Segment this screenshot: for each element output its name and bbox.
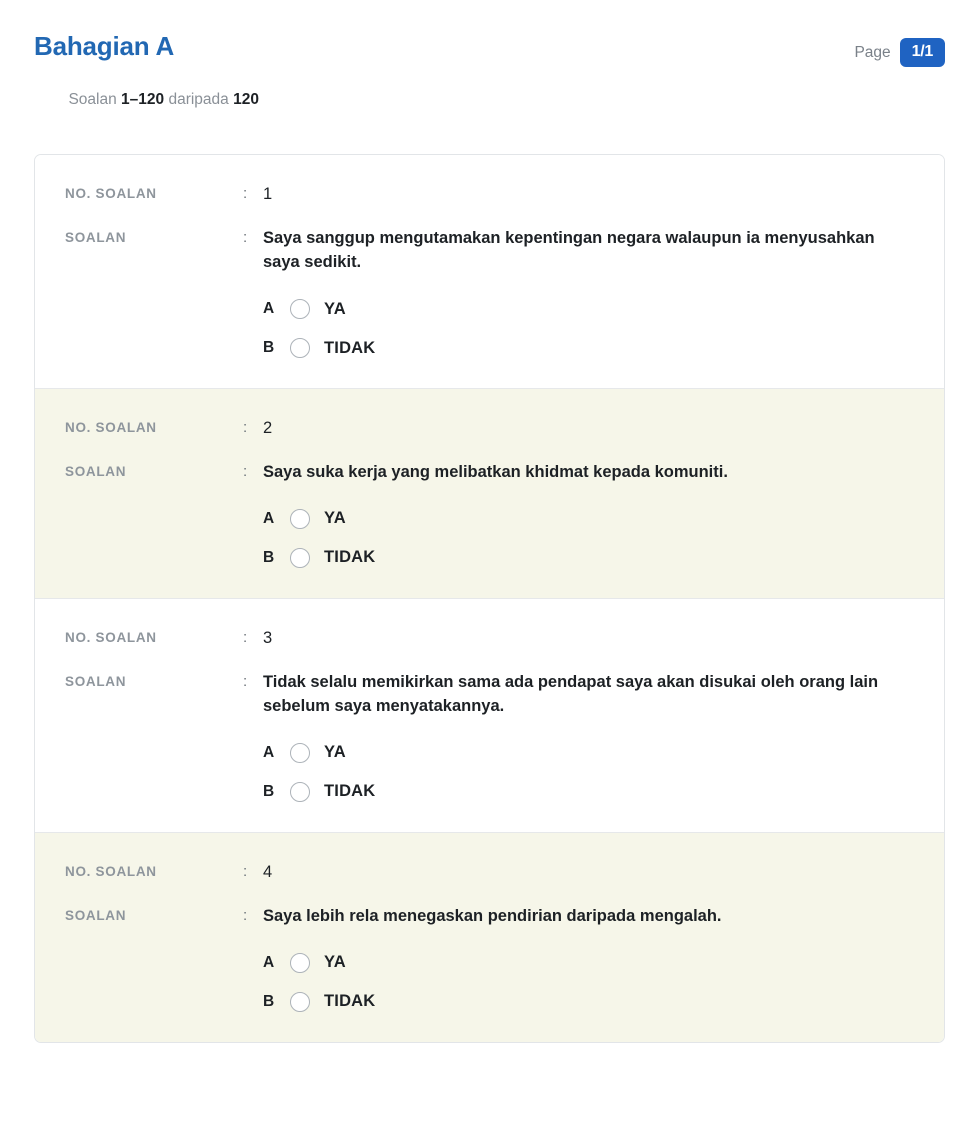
question-text-value: Saya sanggup mengutamakan kepentingan negara walaupun ia menyusahkan saya sedikit. (263, 229, 875, 272)
answer-option-key: A (263, 953, 275, 971)
answer-option-label[interactable]: YA (324, 299, 346, 318)
radio-icon[interactable] (290, 548, 310, 568)
radio-icon[interactable] (290, 782, 310, 802)
question-text-label: SOALAN (65, 907, 127, 923)
question-text-row (65, 227, 914, 275)
answer-option-label[interactable]: YA (324, 509, 346, 528)
pagination-label: Page (854, 43, 891, 61)
answer-option-key: A (263, 743, 275, 761)
question-text-label: SOALAN (65, 673, 127, 689)
question-text-row (65, 461, 914, 485)
answer-option-key: B (263, 992, 275, 1010)
answer-option[interactable] (263, 992, 914, 1012)
question-text-colon: : (243, 906, 248, 924)
question-text-label: SOALAN (65, 464, 127, 480)
question-number-label: NO. SOALAN (65, 863, 157, 879)
question-number-value: 4 (263, 862, 273, 881)
summary-range: 1–120 (121, 91, 165, 109)
pagination-indicator (854, 32, 945, 67)
questions-card (34, 154, 945, 1042)
answer-option[interactable] (263, 743, 914, 763)
answer-option[interactable] (263, 548, 914, 568)
page-title: Bahagian A (34, 31, 175, 61)
answer-option[interactable] (263, 953, 914, 973)
questions-list (35, 155, 944, 1041)
question-number-colon: : (243, 185, 248, 203)
question-text-value: Tidak selalu memikirkan sama ada pendapat saya akan disukai oleh orang lain sebelum saya menyatakannya. (263, 672, 879, 715)
answer-option-key: A (263, 509, 275, 527)
answer-options (65, 509, 914, 568)
radio-icon[interactable] (290, 953, 310, 973)
question-number-value: 2 (263, 419, 273, 438)
question-number-row (65, 183, 914, 207)
question-block (35, 155, 944, 389)
summary-prefix: Soalan (68, 91, 122, 109)
question-range-summary (34, 73, 259, 129)
answer-option-key: B (263, 548, 275, 566)
answer-option[interactable] (263, 338, 914, 358)
question-number-label: NO. SOALAN (65, 420, 157, 436)
question-text-colon: : (243, 229, 248, 247)
question-number-label: NO. SOALAN (65, 186, 157, 202)
header-left (34, 32, 259, 128)
answer-option-key: A (263, 300, 275, 318)
question-number-value: 3 (263, 628, 273, 647)
radio-icon[interactable] (290, 509, 310, 529)
question-block (35, 833, 944, 1042)
answer-option-label[interactable]: TIDAK (324, 992, 376, 1011)
answer-option-label[interactable]: TIDAK (324, 338, 376, 357)
answer-option-label[interactable]: YA (324, 743, 346, 762)
answer-option-key: B (263, 782, 275, 800)
answer-option[interactable] (263, 782, 914, 802)
question-number-value: 1 (263, 185, 273, 204)
answer-options (65, 299, 914, 358)
answer-option-label[interactable]: TIDAK (324, 548, 376, 567)
pagination-badge[interactable]: 1/1 (900, 38, 945, 67)
question-number-label: NO. SOALAN (65, 629, 157, 645)
question-text-colon: : (243, 463, 248, 481)
page-header (34, 26, 945, 128)
answer-options (65, 953, 914, 1012)
question-block (35, 599, 944, 833)
question-number-colon: : (243, 419, 248, 437)
question-number-colon: : (243, 628, 248, 646)
radio-icon[interactable] (290, 992, 310, 1012)
question-number-row (65, 417, 914, 441)
question-text-row (65, 671, 914, 719)
question-text-row (65, 905, 914, 929)
question-text-colon: : (243, 672, 248, 690)
question-block (35, 389, 944, 599)
summary-middle: daripada (164, 91, 234, 109)
answer-option-key: B (263, 339, 275, 357)
question-number-colon: : (243, 862, 248, 880)
question-text-value: Saya suka kerja yang melibatkan khidmat kepada komuniti. (263, 463, 728, 482)
question-text-label: SOALAN (65, 230, 127, 246)
radio-icon[interactable] (290, 743, 310, 763)
answer-options (65, 743, 914, 802)
answer-option-label[interactable]: TIDAK (324, 782, 376, 801)
question-number-row (65, 861, 914, 885)
radio-icon[interactable] (290, 338, 310, 358)
question-number-row (65, 627, 914, 651)
answer-option-label[interactable]: YA (324, 953, 346, 972)
answer-option[interactable] (263, 299, 914, 319)
answer-option[interactable] (263, 509, 914, 529)
radio-icon[interactable] (290, 299, 310, 319)
question-text-value: Saya lebih rela menegaskan pendirian daripada mengalah. (263, 906, 722, 925)
summary-total: 120 (233, 91, 259, 109)
